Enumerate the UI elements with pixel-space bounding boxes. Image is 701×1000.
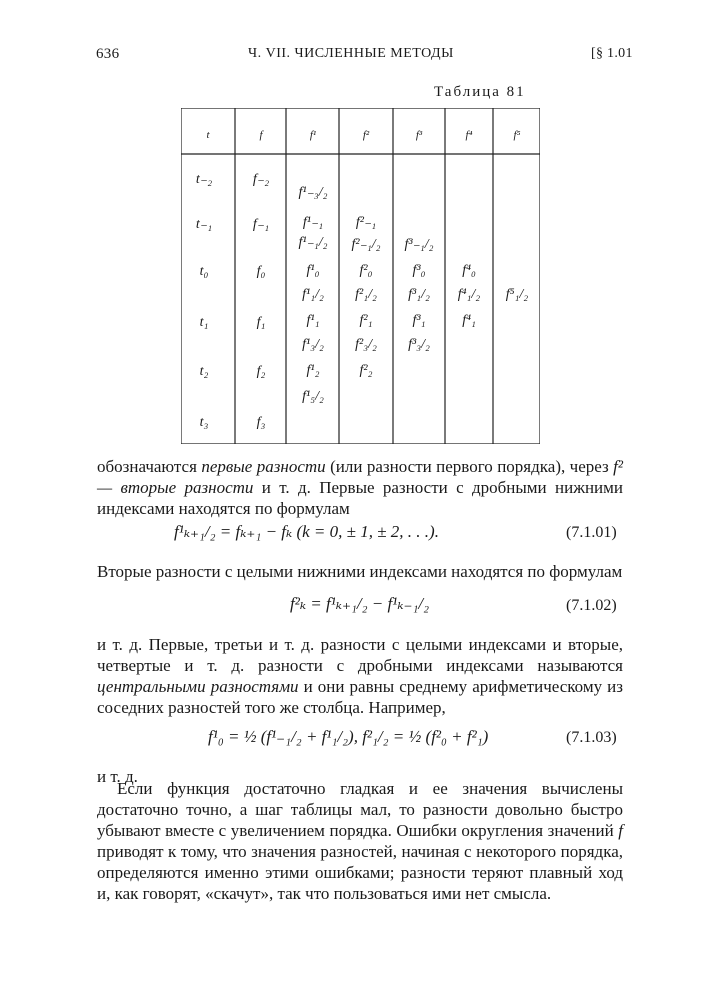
paragraph-central-differences	[97, 634, 623, 718]
table-cell-t: t₁	[199, 315, 209, 330]
table-cell-diff1: f¹₁	[306, 313, 320, 328]
table-cell-diff4: f⁴₁/₂	[457, 287, 481, 302]
page-number: 636	[96, 46, 120, 62]
table-cell-diff1: f¹₁/₂	[302, 287, 324, 302]
term-central-differences: центральными разностями	[97, 677, 299, 696]
difference-table	[181, 108, 540, 444]
table-cell-diff1: f¹₅/₂	[302, 389, 324, 404]
table-cell-diff2: f²₁/₂	[355, 287, 377, 302]
table-cell-diff1: f¹₋₃/₂	[298, 185, 328, 200]
table-cell-diff3: f³₁/₂	[408, 287, 430, 302]
table-cell-diff1: f¹₂	[306, 363, 320, 378]
text-run: и они равны среднему арифметическому из соседних разностей того же столбца. Например,	[97, 677, 623, 717]
equation-7-1-01: f¹ₖ₊₁/₂ = fₖ₊₁ − fₖ (k = 0, ± 1, ± 2, . . .).	[174, 522, 439, 541]
text-run: и т. д. Первые, третьи и т. д. разности с целыми индексами и вторые, четвертые и т. д. разности с дробными индексами называются	[97, 635, 623, 675]
table-header-cell: t	[206, 129, 210, 141]
term-second-differences: f² — вторые разности	[97, 457, 623, 497]
text-run: обозначаются	[97, 457, 202, 476]
table-cell-diff5: f⁵₁/₂	[505, 287, 529, 302]
table-cell-diff3: f³₀	[412, 263, 426, 278]
text-run: (или разности первого порядка), через	[325, 457, 614, 476]
table-header-cell: f⁴	[465, 129, 473, 141]
table-cell-diff2: f²₀	[359, 263, 373, 278]
table-cell-f: f₂	[256, 364, 266, 379]
table-cell-diff3: f³₋₁/₂	[404, 237, 434, 252]
equation-number-7-1-02: (7.1.02)	[566, 597, 617, 614]
table-cell-f: f₁	[256, 315, 266, 330]
table-cell-f: f₃	[256, 415, 266, 430]
equation-7-1-02: f²ₖ = f¹ₖ₊₁/₂ − f¹ₖ₋₁/₂	[290, 594, 430, 613]
table-cell-t: t₂	[199, 364, 209, 379]
text-run: Если функция достаточно гладкая и ее значения вычислены достаточно точно, а шаг таблицы мал, то разности довольно быстро убывают вместе с увеличением порядка. Ошибки округления значений	[97, 779, 623, 840]
table-cell-f: f₀	[256, 264, 266, 279]
table-cell-f: f₋₂	[252, 172, 270, 187]
table-header-cell: f³	[415, 129, 423, 141]
paragraph-etc: и т. д.	[97, 767, 138, 786]
table-cell-t: t₃	[199, 415, 209, 430]
paragraph-definitions	[97, 456, 623, 519]
table-cell-f: f₋₁	[252, 217, 270, 232]
table-cell-diff2: f²₂	[359, 363, 373, 378]
table-cell-diff2: f²₁	[359, 313, 373, 328]
term-first-differences: первые разности	[201, 457, 326, 476]
equation-7-1-03: f¹₀ = ½ (f¹₋₁/₂ + f¹₁/₂), f²₁/₂ = ½ (f²₀ + f²₁)	[208, 727, 489, 746]
paragraph-rounding-errors	[97, 778, 623, 904]
table-cell-diff4: f⁴₀	[462, 263, 476, 278]
table-caption: Таблица 81	[434, 84, 526, 100]
table-cell-t: t₀	[199, 264, 209, 279]
text-run: приводят к тому, что значения разностей, начиная с некоторого порядка, определяются именно этими ошибками; разности теряют плавный ход и, как говорят, «скачут», так что пользоваться ими нет смысла.	[97, 842, 623, 903]
table-header-cell: f²	[362, 129, 370, 141]
table-cell-t: t₋₂	[195, 172, 213, 187]
table-cell-diff3: f³₁	[412, 313, 426, 328]
table-header-cell: f⁵	[513, 129, 521, 141]
table-header-cell: f¹	[309, 129, 317, 141]
symbol-f: f	[618, 821, 623, 840]
table-cell-diff4: f⁴₁	[462, 313, 476, 328]
paragraph-second-differences: Вторые разности с целыми нижними индексами находятся по формулам	[97, 562, 623, 581]
table-cell-diff1: f¹₋₁	[302, 215, 324, 230]
table-cell-diff3: f³₃/₂	[408, 337, 430, 352]
table-cell-diff2: f²₋₁	[355, 215, 377, 230]
table-cell-diff1: f¹₋₁/₂	[298, 235, 328, 250]
table-cell-diff1: f¹₃/₂	[302, 337, 324, 352]
table-cell-diff2: f²₃/₂	[355, 337, 377, 352]
table-cell-t: t₋₁	[195, 217, 213, 232]
equation-number-7-1-03: (7.1.03)	[566, 729, 617, 746]
section-marker: [§ 1.01	[591, 46, 633, 61]
text-run: и т. д. Первые разности с дробными нижними индексами находятся по формулам	[97, 478, 624, 518]
equation-number-7-1-01: (7.1.01)	[566, 524, 617, 541]
table-header-cell: f	[259, 129, 263, 141]
chapter-title: Ч. VII. ЧИСЛЕННЫЕ МЕТОДЫ	[248, 46, 454, 61]
table-cell-diff2: f²₋₁/₂	[351, 237, 381, 252]
table-cell-diff1: f¹₀	[306, 263, 320, 278]
